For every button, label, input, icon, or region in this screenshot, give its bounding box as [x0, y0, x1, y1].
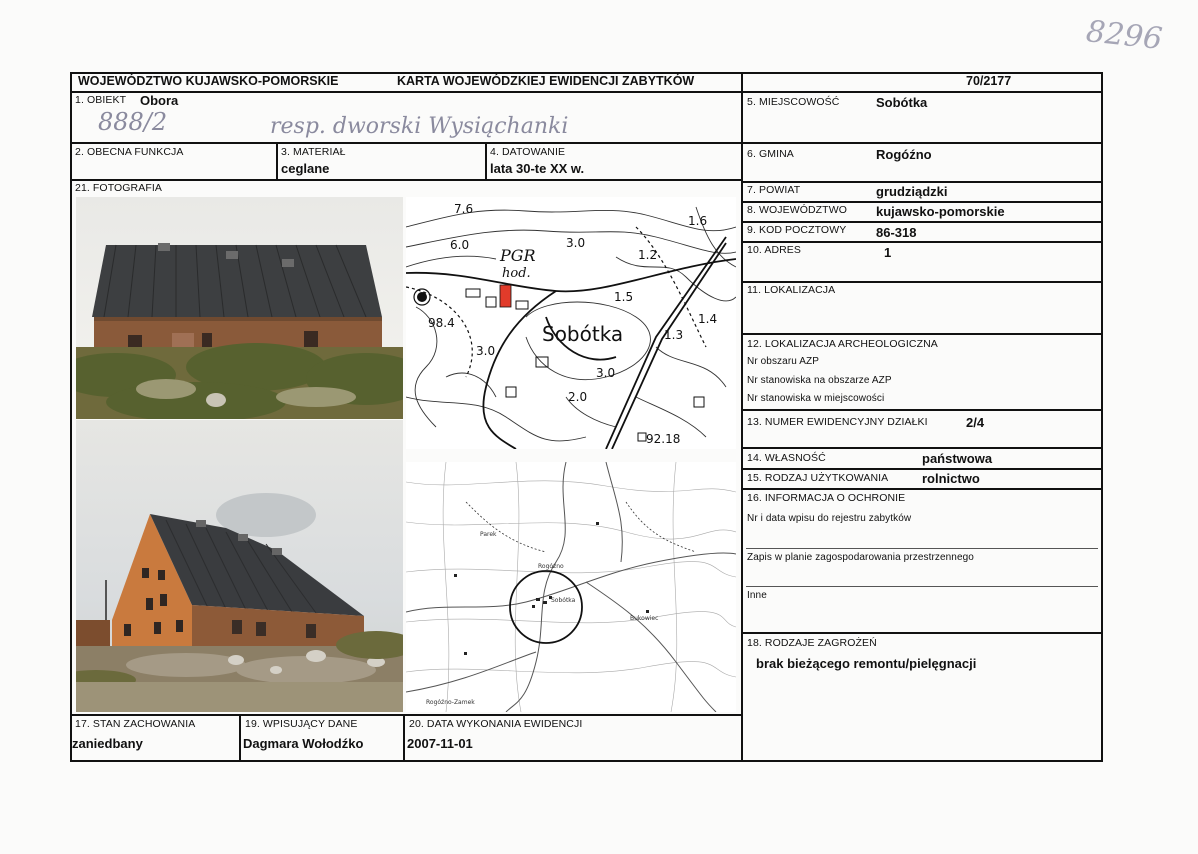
uzytkowanie-label: 15. RODZAJ UŻYTKOWANIA	[747, 472, 889, 484]
gmina-label: 6. GMINA	[747, 148, 794, 160]
voivodeship-heading: WOJEWÓDZTWO KUJAWSKO-POMORSKIE	[78, 74, 339, 88]
wpisujacy-value: Dagmara Wołodźko	[243, 736, 364, 751]
contour-label: 6.0	[450, 238, 470, 252]
archeo-label: 12. LOKALIZACJA ARCHEOLOGICZNA	[747, 338, 938, 350]
obiekt-label: 1. OBIEKT	[75, 94, 127, 106]
ochrona-line1: Nr i data wpisu do rejestru zabytków	[747, 513, 912, 524]
detail-map	[406, 197, 736, 449]
gmina-value: Rogóźno	[876, 147, 932, 162]
wlasnosc-value: państwowa	[922, 451, 993, 466]
map-place-label: Sobótka	[542, 322, 624, 346]
contour-label: 1.2	[638, 248, 658, 262]
zagrozenia-label: 18. RODZAJE ZAGROŻEŃ	[747, 637, 877, 649]
dzialka-value: 2/4	[966, 415, 985, 430]
material-label: 3. MATERIAŁ	[281, 146, 346, 158]
kod-label: 9. KOD POCZTOWY	[747, 224, 847, 236]
stan-value: zaniedbany	[72, 736, 143, 751]
contour-label: 3.0	[596, 366, 616, 380]
miejscowosc-label: 5. MIEJSCOWOŚĆ	[747, 96, 840, 108]
archeo-line2: Nr stanowiska na obszarze AZP	[747, 375, 892, 386]
powiat-label: 7. POWIAT	[747, 184, 801, 196]
overview-place-label: Bukowiec	[630, 615, 659, 622]
powiat-value: grudziądzki	[876, 184, 948, 199]
contour-label: 1.3	[664, 328, 684, 342]
barn-photo-side	[76, 197, 403, 419]
material-value: ceglane	[281, 161, 330, 176]
contour-label: 92.18	[646, 432, 681, 446]
overview-map	[406, 462, 736, 712]
ochrona-label: 16. INFORMACJA O OCHRONIE	[747, 492, 906, 504]
handwritten-object-note: resp. dworski Wysiąchanki	[270, 114, 569, 139]
lokalizacja-label: 11. LOKALIZACJA	[747, 284, 836, 296]
contour-label: 1.5	[614, 290, 634, 304]
wlasnosc-label: 14. WŁASNOŚĆ	[747, 452, 826, 464]
overview-place-label: Parek	[480, 531, 497, 538]
contour-label: 1.6	[688, 214, 708, 228]
adres-value: 1	[884, 245, 892, 260]
data-label: 20. DATA WYKONANIA EWIDENCJI	[409, 718, 583, 730]
wojewodztwo-value: kujawsko-pomorskie	[876, 204, 1005, 219]
card-number: 70/2177	[966, 74, 1012, 88]
contour-label: 7.6	[454, 202, 474, 216]
handwritten-object-number: 888/2	[98, 108, 168, 136]
fotografia-label: 21. FOTOGRAFIA	[75, 182, 162, 194]
data-value: 2007-11-01	[407, 736, 473, 751]
contour-label: 2.0	[568, 390, 588, 404]
wojewodztwo-label: 8. WOJEWÓDZTWO	[747, 204, 847, 216]
map-pgr-label: PGR	[500, 246, 536, 265]
ochrona-line3: Inne	[747, 590, 767, 601]
contour-label: 1.4	[698, 312, 718, 326]
card-title: KARTA WOJEWÓDZKIEJ EWIDENCJI ZABYTKÓW	[397, 74, 695, 88]
overview-place-label: Rogóźno-Zamek	[426, 699, 475, 706]
overview-place-label: Sobótka	[551, 597, 576, 604]
dzialka-label: 13. NUMER EWIDENCYJNY DZIAŁKI	[747, 416, 928, 428]
barn-photo-gable	[76, 420, 403, 712]
funkcja-label: 2. OBECNA FUNKCJA	[75, 146, 184, 158]
contour-label: 3.0	[476, 344, 496, 358]
contour-label: 98.4	[428, 316, 455, 330]
map-hod-label: hod.	[502, 266, 531, 281]
uzytkowanie-value: rolnictwo	[922, 471, 980, 486]
adres-label: 10. ADRES	[747, 244, 802, 256]
archeo-line1: Nr obszaru AZP	[747, 356, 819, 367]
stan-label: 17. STAN ZACHOWANIA	[75, 718, 196, 730]
obiekt-value: Obora	[140, 93, 179, 108]
overview-place-label: Rogóźno	[538, 563, 564, 570]
archeo-line3: Nr stanowiska w miejscowości	[747, 393, 885, 404]
miejscowosc-value: Sobótka	[876, 95, 928, 110]
datowanie-label: 4. DATOWANIE	[490, 146, 566, 158]
ochrona-line2: Zapis w planie zagospodarowania przestrzennego	[747, 552, 974, 563]
kod-value: 86-318	[876, 225, 917, 240]
zagrozenia-value: brak bieżącego remontu/pielęgnacji	[756, 656, 977, 671]
datowanie-value: lata 30-te XX w.	[490, 161, 585, 176]
handwritten-corner-number: 8296	[1084, 14, 1164, 57]
contour-label: 3.0	[566, 236, 586, 250]
wpisujacy-label: 19. WPISUJĄCY DANE	[245, 718, 358, 730]
